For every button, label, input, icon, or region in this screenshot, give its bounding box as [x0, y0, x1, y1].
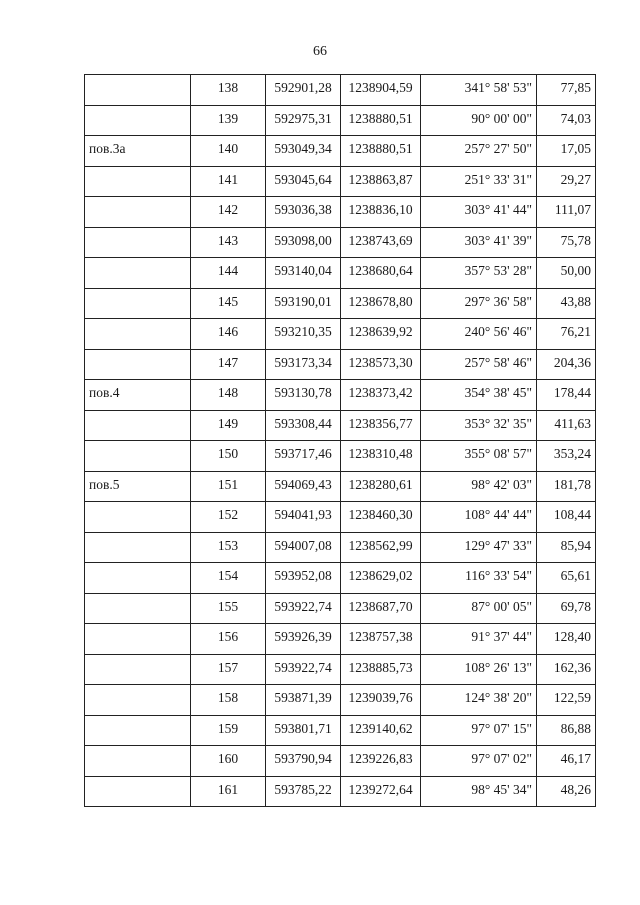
turn-point-label — [85, 288, 191, 319]
table-row — [85, 105, 596, 136]
coordinate-y: 1238880,51 — [341, 136, 421, 167]
coordinate-x: 593308,44 — [266, 410, 341, 441]
segment-length: 178,44 — [537, 380, 596, 411]
coordinate-y: 1238460,30 — [341, 502, 421, 533]
coordinate-y: 1238885,73 — [341, 654, 421, 685]
turn-point-label — [85, 715, 191, 746]
turn-point-label: пов.3а — [85, 136, 191, 167]
point-number: 156 — [191, 624, 266, 655]
coordinate-x: 593173,34 — [266, 349, 341, 380]
table-row — [85, 441, 596, 472]
coordinate-x: 594041,93 — [266, 502, 341, 533]
coordinate-y: 1238863,87 — [341, 166, 421, 197]
direction-angle: 303° 41' 44" — [421, 197, 537, 228]
table-row — [85, 197, 596, 228]
table-row — [85, 75, 596, 106]
table-row — [85, 776, 596, 807]
coordinate-x: 593801,71 — [266, 715, 341, 746]
segment-length: 17,05 — [537, 136, 596, 167]
direction-angle: 87° 00' 05" — [421, 593, 537, 624]
coordinate-y: 1238904,59 — [341, 75, 421, 106]
segment-length: 128,40 — [537, 624, 596, 655]
table-row — [85, 654, 596, 685]
table-row — [85, 624, 596, 655]
turn-point-label — [85, 563, 191, 594]
coordinates-table-body — [85, 75, 596, 807]
direction-angle: 129° 47' 33" — [421, 532, 537, 563]
table-row — [85, 258, 596, 289]
turn-point-label — [85, 746, 191, 777]
turn-point-label — [85, 258, 191, 289]
segment-length: 76,21 — [537, 319, 596, 350]
segment-length: 108,44 — [537, 502, 596, 533]
segment-length: 77,85 — [537, 75, 596, 106]
segment-length: 74,03 — [537, 105, 596, 136]
coordinate-x: 593045,64 — [266, 166, 341, 197]
direction-angle: 257° 58' 46" — [421, 349, 537, 380]
segment-length: 85,94 — [537, 532, 596, 563]
direction-angle: 98° 42' 03" — [421, 471, 537, 502]
segment-length: 46,17 — [537, 746, 596, 777]
coordinate-y: 1238562,99 — [341, 532, 421, 563]
page-number: 66 — [313, 44, 327, 59]
coordinate-x: 593036,38 — [266, 197, 341, 228]
direction-angle: 357° 53' 28" — [421, 258, 537, 289]
table-row — [85, 288, 596, 319]
direction-angle: 354° 38' 45" — [421, 380, 537, 411]
turn-point-label — [85, 197, 191, 228]
point-number: 161 — [191, 776, 266, 807]
direction-angle: 355° 08' 57" — [421, 441, 537, 472]
point-number: 158 — [191, 685, 266, 716]
coordinate-y: 1238743,69 — [341, 227, 421, 258]
coordinate-y: 1238836,10 — [341, 197, 421, 228]
turn-point-label — [85, 410, 191, 441]
turn-point-label — [85, 166, 191, 197]
turn-point-label — [85, 227, 191, 258]
point-number: 148 — [191, 380, 266, 411]
coordinate-x: 594069,43 — [266, 471, 341, 502]
point-number: 143 — [191, 227, 266, 258]
direction-angle: 97° 07' 15" — [421, 715, 537, 746]
coordinate-y: 1238757,38 — [341, 624, 421, 655]
coordinate-y: 1238687,70 — [341, 593, 421, 624]
coordinate-x: 593922,74 — [266, 593, 341, 624]
turn-point-label — [85, 776, 191, 807]
segment-length: 86,88 — [537, 715, 596, 746]
point-number: 141 — [191, 166, 266, 197]
coordinate-x: 594007,08 — [266, 532, 341, 563]
direction-angle: 108° 26' 13" — [421, 654, 537, 685]
coordinate-y: 1239272,64 — [341, 776, 421, 807]
turn-point-label — [85, 654, 191, 685]
table-row — [85, 532, 596, 563]
table-row — [85, 166, 596, 197]
segment-length: 122,59 — [537, 685, 596, 716]
segment-length: 50,00 — [537, 258, 596, 289]
direction-angle: 257° 27' 50" — [421, 136, 537, 167]
turn-point-label — [85, 319, 191, 350]
segment-length: 69,78 — [537, 593, 596, 624]
table-row — [85, 593, 596, 624]
coordinate-x: 593190,01 — [266, 288, 341, 319]
table-row — [85, 471, 596, 502]
direction-angle: 353° 32' 35" — [421, 410, 537, 441]
point-number: 146 — [191, 319, 266, 350]
turn-point-label — [85, 593, 191, 624]
point-number: 159 — [191, 715, 266, 746]
point-number: 149 — [191, 410, 266, 441]
table-row — [85, 715, 596, 746]
turn-point-label — [85, 349, 191, 380]
segment-length: 65,61 — [537, 563, 596, 594]
point-number: 147 — [191, 349, 266, 380]
turn-point-label — [85, 624, 191, 655]
segment-length: 353,24 — [537, 441, 596, 472]
point-number: 144 — [191, 258, 266, 289]
point-number: 160 — [191, 746, 266, 777]
direction-angle: 124° 38' 20" — [421, 685, 537, 716]
coordinate-x: 593210,35 — [266, 319, 341, 350]
segment-length: 43,88 — [537, 288, 596, 319]
table-row — [85, 502, 596, 533]
coordinate-y: 1238639,92 — [341, 319, 421, 350]
point-number: 151 — [191, 471, 266, 502]
coordinate-y: 1238310,48 — [341, 441, 421, 472]
table-row — [85, 380, 596, 411]
direction-angle: 116° 33' 54" — [421, 563, 537, 594]
table-row — [85, 746, 596, 777]
table-row — [85, 227, 596, 258]
coordinate-x: 593098,00 — [266, 227, 341, 258]
turn-point-label — [85, 532, 191, 563]
point-number: 153 — [191, 532, 266, 563]
coordinate-x: 593926,39 — [266, 624, 341, 655]
table-row — [85, 685, 596, 716]
table-row — [85, 136, 596, 167]
point-number: 139 — [191, 105, 266, 136]
turn-point-label: пов.5 — [85, 471, 191, 502]
table-row — [85, 563, 596, 594]
segment-length: 29,27 — [537, 166, 596, 197]
point-number: 138 — [191, 75, 266, 106]
point-number: 140 — [191, 136, 266, 167]
point-number: 142 — [191, 197, 266, 228]
segment-length: 181,78 — [537, 471, 596, 502]
coordinate-x: 593130,78 — [266, 380, 341, 411]
coordinate-x: 593952,08 — [266, 563, 341, 594]
turn-point-label — [85, 502, 191, 533]
segment-length: 204,36 — [537, 349, 596, 380]
coordinate-x: 593785,22 — [266, 776, 341, 807]
segment-length: 162,36 — [537, 654, 596, 685]
coordinate-x: 593717,46 — [266, 441, 341, 472]
coordinate-x: 593922,74 — [266, 654, 341, 685]
segment-length: 48,26 — [537, 776, 596, 807]
coordinate-x: 593871,39 — [266, 685, 341, 716]
point-number: 155 — [191, 593, 266, 624]
direction-angle: 91° 37' 44" — [421, 624, 537, 655]
point-number: 150 — [191, 441, 266, 472]
coordinate-y: 1238280,61 — [341, 471, 421, 502]
coordinate-y: 1239140,62 — [341, 715, 421, 746]
coordinate-y: 1238880,51 — [341, 105, 421, 136]
coordinate-x: 593049,34 — [266, 136, 341, 167]
point-number: 154 — [191, 563, 266, 594]
coordinate-y: 1238680,64 — [341, 258, 421, 289]
direction-angle: 303° 41' 39" — [421, 227, 537, 258]
coordinate-y: 1238373,42 — [341, 380, 421, 411]
coordinate-y: 1238629,02 — [341, 563, 421, 594]
coordinate-y: 1239039,76 — [341, 685, 421, 716]
point-number: 145 — [191, 288, 266, 319]
direction-angle: 240° 56' 46" — [421, 319, 537, 350]
point-number: 157 — [191, 654, 266, 685]
coordinate-x: 592975,31 — [266, 105, 341, 136]
segment-length: 411,63 — [537, 410, 596, 441]
table-row — [85, 349, 596, 380]
coordinate-x: 593790,94 — [266, 746, 341, 777]
coordinate-y: 1238356,77 — [341, 410, 421, 441]
table-row — [85, 410, 596, 441]
turn-point-label — [85, 75, 191, 106]
direction-angle: 108° 44' 44" — [421, 502, 537, 533]
direction-angle: 251° 33' 31" — [421, 166, 537, 197]
direction-angle: 90° 00' 00" — [421, 105, 537, 136]
point-number: 152 — [191, 502, 266, 533]
direction-angle: 98° 45' 34" — [421, 776, 537, 807]
coordinate-y: 1238678,80 — [341, 288, 421, 319]
turn-point-label — [85, 441, 191, 472]
coordinate-y: 1239226,83 — [341, 746, 421, 777]
direction-angle: 97° 07' 02" — [421, 746, 537, 777]
turn-point-label — [85, 685, 191, 716]
segment-length: 75,78 — [537, 227, 596, 258]
turn-point-label: пов.4 — [85, 380, 191, 411]
segment-length: 111,07 — [537, 197, 596, 228]
direction-angle: 341° 58' 53" — [421, 75, 537, 106]
coordinate-y: 1238573,30 — [341, 349, 421, 380]
table-row — [85, 319, 596, 350]
direction-angle: 297° 36' 58" — [421, 288, 537, 319]
coordinates-table — [84, 74, 596, 807]
coordinate-x: 593140,04 — [266, 258, 341, 289]
turn-point-label — [85, 105, 191, 136]
coordinate-x: 592901,28 — [266, 75, 341, 106]
